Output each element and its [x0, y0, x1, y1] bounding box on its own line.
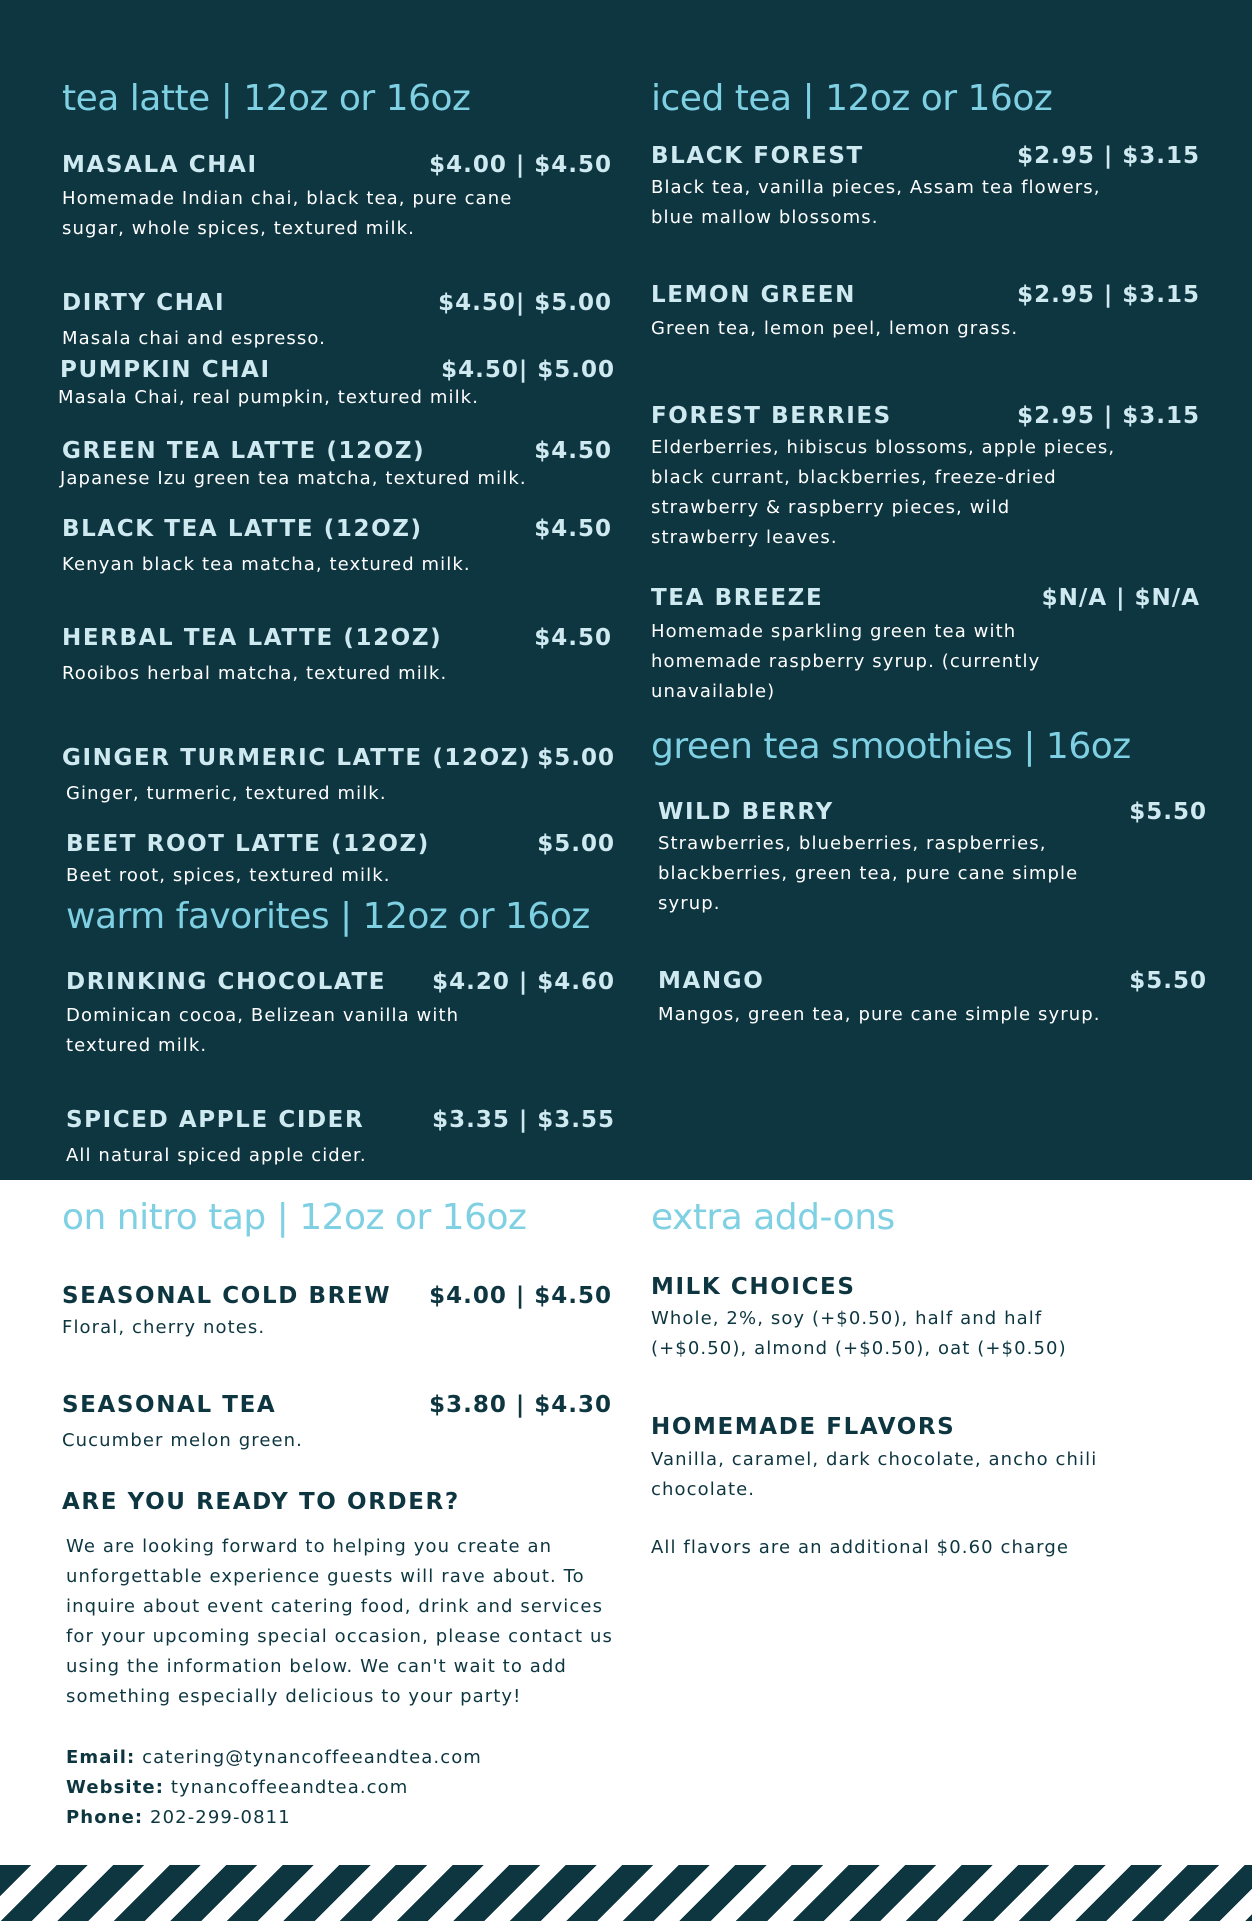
item-price: $2.95 | $3.15 — [1017, 403, 1200, 429]
item-price: $2.95 | $3.15 — [1017, 282, 1200, 308]
item-name: FOREST BERRIES — [651, 403, 892, 429]
item-name: SEASONAL COLD BREW — [62, 1283, 392, 1309]
item-name: BLACK FOREST — [651, 143, 864, 169]
item-price: $4.00 | $4.50 — [429, 1283, 612, 1309]
item-name: DRINKING CHOCOLATE — [66, 969, 387, 995]
item-name: BLACK TEA LATTE (12OZ) — [62, 516, 423, 542]
item-name: DIRTY CHAI — [62, 290, 226, 316]
iced-tea-title: iced tea | 12oz or 16oz — [651, 78, 1053, 119]
contact-website — [66, 1777, 408, 1798]
order-paragraph: We are looking forward to helping you create an unforgettable experience guests will rave about. To inquire about event catering food, drink and services for your upcoming special occasion, please contact us using the information below. We can't wait to add something especially delicious to your party! — [66, 1536, 613, 1707]
item-price: $5.50 — [1129, 799, 1207, 825]
item-description: Cucumber melon green. — [62, 1430, 303, 1451]
item-name: LEMON GREEN — [651, 282, 856, 308]
item-price: $4.00 | $4.50 — [429, 152, 612, 178]
item-description: Beet root, spices, textured milk. — [66, 865, 391, 886]
item-name: SEASONAL TEA — [62, 1392, 277, 1418]
item-description: Strawberries, blueberries, raspberries, blackberries, green tea, pure cane simple syrup. — [658, 833, 1079, 914]
item-description: Mangos, green tea, pure cane simple syrup. — [658, 1004, 1101, 1025]
item-name: SPICED APPLE CIDER — [66, 1107, 365, 1133]
contact-phone — [66, 1807, 291, 1828]
homemade-flavors-desc: Vanilla, caramel, dark chocolate, ancho chili chocolate. — [651, 1449, 1098, 1500]
contact-email — [66, 1747, 482, 1768]
email-label: Email: — [66, 1747, 136, 1768]
flavors-charge-note: All flavors are an additional $0.60 charge — [651, 1537, 1070, 1558]
item-price: $4.20 | $4.60 — [432, 969, 615, 995]
decorative-stripe-border — [0, 1865, 1252, 1921]
item-description: Elderberries, hibiscus blossoms, apple pieces, black currant, blackberries, freeze-dried strawberry & raspberry pieces, wild strawberry leaves. — [651, 437, 1116, 548]
website-link[interactable]: tynancoffeeandtea.com — [170, 1777, 409, 1798]
item-price: $2.95 | $3.15 — [1017, 143, 1200, 169]
order-heading: ARE YOU READY TO ORDER? — [62, 1489, 460, 1515]
phone-link[interactable]: 202-299-0811 — [150, 1807, 291, 1828]
item-price: $3.80 | $4.30 — [429, 1392, 612, 1418]
website-label: Website: — [66, 1777, 165, 1798]
item-name: GINGER TURMERIC LATTE (12OZ) — [62, 745, 532, 771]
item-price: $4.50 — [534, 516, 612, 542]
item-description: Homemade sparkling green tea with homemade raspberry syrup. (currently unavailable) — [651, 621, 1041, 702]
item-price: $4.50| $5.00 — [438, 290, 612, 316]
homemade-flavors-heading: HOMEMADE FLAVORS — [651, 1414, 956, 1440]
item-price: $4.50| $5.00 — [441, 357, 615, 383]
item-description: Masala chai and espresso. — [62, 328, 326, 349]
tea-latte-title: tea latte | 12oz or 16oz — [62, 78, 471, 119]
item-description: Kenyan black tea matcha, textured milk. — [62, 554, 471, 575]
item-name: GREEN TEA LATTE (12OZ) — [62, 438, 426, 464]
light-menu-panel — [0, 1180, 1252, 1921]
item-description: Rooibos herbal matcha, textured milk. — [62, 663, 448, 684]
item-price: $5.50 — [1129, 968, 1207, 994]
item-price: $N/A | $N/A — [1041, 585, 1200, 611]
item-description: Dominican cocoa, Belizean vanilla with textured milk. — [66, 1005, 460, 1056]
item-description: Ginger, turmeric, textured milk. — [66, 783, 387, 804]
item-name: WILD BERRY — [658, 799, 834, 825]
addons-title: extra add-ons — [651, 1197, 895, 1238]
email-link[interactable]: catering@tynancoffeeandtea.com — [142, 1747, 482, 1768]
milk-choices-desc: Whole, 2%, soy (+$0.50), half and half (+$0.50), almond (+$0.50), oat (+$0.50) — [651, 1308, 1067, 1359]
item-name: BEET ROOT LATTE (12OZ) — [66, 831, 430, 857]
warm-favorites-title: warm favorites | 12oz or 16oz — [66, 896, 590, 937]
item-name: MASALA CHAI — [62, 152, 258, 178]
item-price: $5.00 — [537, 831, 615, 857]
item-name: HERBAL TEA LATTE (12OZ) — [62, 625, 443, 651]
item-price: $3.35 | $3.55 — [432, 1107, 615, 1133]
item-price: $4.50 — [534, 625, 612, 651]
item-price: $5.00 — [537, 745, 615, 771]
item-description: Masala Chai, real pumpkin, textured milk. — [58, 387, 480, 408]
item-price: $4.50 — [534, 438, 612, 464]
nitro-tap-title: on nitro tap | 12oz or 16oz — [62, 1197, 527, 1238]
item-description: All natural spiced apple cider. — [66, 1145, 367, 1166]
milk-choices-heading: MILK CHOICES — [651, 1274, 856, 1300]
item-name: TEA BREEZE — [651, 585, 824, 611]
phone-label: Phone: — [66, 1807, 144, 1828]
item-description: Japanese Izu green tea matcha, textured milk. — [60, 468, 527, 489]
item-name: MANGO — [658, 968, 765, 994]
item-description: Floral, cherry notes. — [62, 1317, 266, 1338]
item-description: Homemade Indian chai, black tea, pure cane sugar, whole spices, textured milk. — [62, 188, 513, 239]
item-description: Green tea, lemon peel, lemon grass. — [651, 318, 1019, 339]
item-name: PUMPKIN CHAI — [60, 357, 271, 383]
smoothies-title: green tea smoothies | 16oz — [651, 726, 1131, 767]
item-description: Black tea, vanilla pieces, Assam tea flowers, blue mallow blossoms. — [651, 177, 1101, 228]
